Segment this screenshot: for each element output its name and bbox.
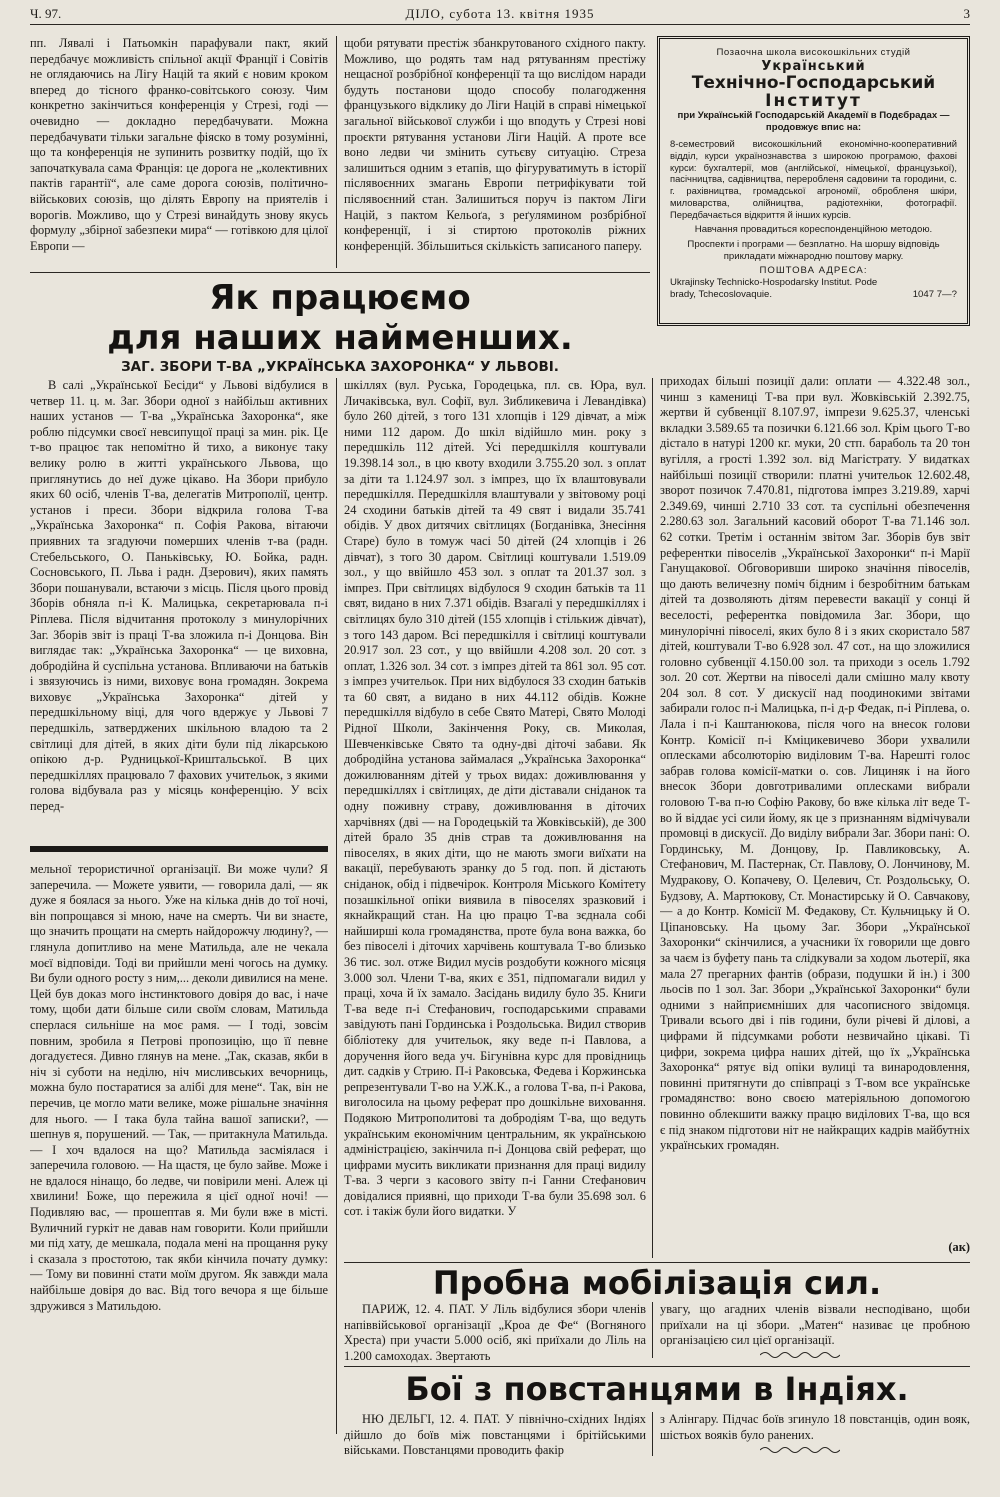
- article2-col-1-text: ПАРИЖ, 12. 4. ПАТ. У Ліль відбулися збори членів напіввійськової організації „Кроа де Фе“ (Вогняного Хреста) при участи 5.000 осіб, які приїхали до Ліль на 1.200 самоходах. Звертають: [344, 1302, 646, 1363]
- article-col-2: [344, 378, 646, 1258]
- ad-line-4: Інститут: [765, 91, 862, 111]
- institute-advertisement: [657, 36, 970, 326]
- article-headline-line-2: для наших найменших.: [107, 318, 573, 358]
- page-header: [30, 6, 970, 22]
- newspaper-title: ДІЛО, субота 13. квітня 1935: [405, 6, 595, 21]
- article2-col-1: [344, 1302, 646, 1364]
- article3-col-2-text: з Алінгару. Підчас боїв згинуло 18 повстанців, один вояк, шістьох вояків було ранених.: [660, 1412, 970, 1442]
- article-col-1-text: В салі „Української Бесіди“ у Львові відбулися в четвер 11. ц. м. Заг. Збори одної з найбільш активних наших установ — Т-ва „Українська Захоронка“, яке роблю підсумки своєї невсипущої праці за мин. рік. Це т-во працює так непомітно й тихо, а виконує таку велику ролю в житті українського Львова, що приглянутись до неї дуже цікаво. На Збори прибуло яких 60 осіб, членів Т-ва, делегатів Митрополії, центр. установ і преси. Збори відкрила голова Т-ва „Українська Захоронка“ п. Софія Ракова, вітаючи приявних та згадуючи померших членів т-ва (радн. Стебельського, О. Паньківську, Ю. Бойка, радн. Сосновського, П. Льва і радн. Дзерович), яких память Збори пошанували, встаючи з місць. Після цього провід Зборів обняла п-і К. Малицька, секретарювала п-і Ріплева. Після відчитання протоколу з минулорічних Заг. Зборів звіт із праці Т-ва зложила п-і Донцова. Він виглядає так: „Українська Захоронка“ — це виховна, добродійна й суспільна установа. Впливаючи на батьків і звязуючись із ними, виховує вона громадян. Зокрема виховує „Українська Захоронка“ дітей у передшкільному віці, для чого вдержує у Львові 7 передшкіль, затверджених шкільною владою та 2 світлиці для дітей, в яких діти були під лікарською опікою д-р. Рудницької-Криштальської. В цих передшкіллях працювало 7 фахових учительок, з якими голова відбувала раз у місяць конференцію. У всіх перед-: [30, 378, 328, 814]
- article-headline-line-1: Як працюємо: [209, 278, 471, 318]
- column-divider: [652, 378, 653, 1258]
- decorative-wave: [760, 1350, 840, 1360]
- ad-reference: 1047 7—?: [912, 288, 957, 300]
- ad-address-2-text: brady, Tchecoslovaquie.: [670, 288, 773, 300]
- column-divider: [336, 36, 337, 268]
- feuilleton-column: [30, 862, 328, 1468]
- column-divider: [652, 1412, 653, 1456]
- article3-col-1-text: НЮ ДЕЛЬГІ, 12. 4. ПАТ. У північно-східних Індіях дійшло до боїв між повстанцями і брітійськими військами. Повстанцями проводить факір: [344, 1412, 646, 1458]
- article2-headline: Пробна мобілізація сил.: [432, 1264, 882, 1302]
- column-divider: [336, 378, 337, 1434]
- section-rule: [30, 272, 650, 273]
- top-col-2: [344, 36, 646, 268]
- article-col-3: [660, 374, 970, 1252]
- article-col-1: [30, 378, 328, 830]
- ad-line-2: Український: [761, 59, 866, 74]
- section-rule: [344, 1366, 970, 1367]
- top-col-1-text: пп. Лявалі і Патьомкін парафували пакт, який передбачує можливість спільної акції Франції і Совітів не оглядаючись на Лігу Націй та який є новим кроком вперед до тісного франко-совітського союзу. Чим конкретно закінчиться конференція у Стрезі, годі — очевидно — докладно передбачувати. Можна передбачувати тільки загальне фіяско в тому розумінні, що та конференція не зупинить розвитку подій, що їх започаткувала сама Франція: це дорога не „колективних пактів гарантії“, але саме дорога союзів, політично-військових союзів, що ділять Европу на приятелів і ворогів. Можливо, що у Стрезі винайдуть знову якусь формулу „збірної забезпеки мира“ — готівкою для цілої Европи —: [30, 36, 328, 253]
- decorative-wave: [760, 1445, 840, 1455]
- ad-line-5: при Українській Господарській Академії в Подєбрадах — продовжує впис на:: [677, 110, 950, 133]
- top-col-2-text: щоби рятувати престіж збанкрутованого східного пакту. Можливо, що родять там над рятуванням престіжу нещасної розбрібної конференції та що вислідом наради будуть постанови щодо способу полагодження французького відклику до Ліги Націй в справі німецької загальної військової служби і що вподуть у Стрезі нові проєкти рятування установи Ліги Націй. А проте все воно ледви чи змінить сутьєву ситуацію. Стреза залишиться одним з етапів, що фігуруватимуть в історії післявоєнних змагань Европи петрифікувати той післявоєнний стан. Залишиться поруч із пактом Ліги Націй, з пактом Кельоґа, з реґулямином розбрібної конференції, і зі стиртою протоколів ріжних конференцій. Збільшиться скількість записаного паперу.: [344, 36, 646, 253]
- ad-address-2: [670, 289, 957, 301]
- ad-note: Навчання провадиться кореспонденційною методою.: [694, 223, 933, 235]
- top-col-1: [30, 36, 328, 268]
- ad-body: 8-семестровий високошкільний економічно-кооперативний відділ, курси українознавства з широкою програмою, фахові курси: бухгалтерії, мов (англійської, німецької, французької), пасічництва, садівництва, переробленя садовини та городини, с. г. рахівництва, громадської агрономії, обробленя шкіри, миловарства, олійництва, радіотехніки, фотографії. Передбачається відкриття й інших курсів.: [670, 138, 957, 220]
- article-col-2-text: шкіллях (вул. Руська, Городецька, пл. св. Юра, вул. Личаківська, вул. Софії, вул. Зибликевича і Левандівка) було 260 дітей, з того 131 хлопців і 129 дівчат, а між ними 112 даром. До шкіл відійшло мин. року з передшкіль 112 дітей. Усі передшкілля коштували 19.398.14 зол., в цю квоту входили 3.755.20 зол. з оплат за діти та 1.124.97 зол. з імпрез, що їх влаштовували передшкілля. Передшкілля влаштували у звітовому році 24 сходини батьків дітей та 49 свят і видали 35.741 обідів. У двох дитячих світлицях (Богданівка, Знесіння Старе) було в томуж часі 50 дітей (24 хлопців і 26 дівчат), з того 30 даром. Світлиці коштували 1.519.09 зол., у що ввійшло 453 зол. з оплат та 201.37 зол. з імпрез. При світлицях відбулося 9 сходин батьків та 11 свят, видано в них 7.371 обідів. Взагалі у передшкіллях і світлицях було 310 дітей (155 хлопців і стількиж дівчат), з того 143 даром. Всі передшкілля і світлиці коштували 20.917 зол. 23 сот., у що ввійшли 4.208 зол. 20 сот. з оплат, 1.326 зол. 34 сот. з імпрез дітей та 861 зол. 95 сот. з імпрез учительок. При них відбулося 33 сходин батьків та 60 свят, а видано в них 44.112 обідів. Кожне передшкілля відбуло в себе Свято Матері, Свято Молоді Рідної Школи, Закінчення Року, св. Миколая, Шевченківське Свято та одну-дві діточі забави. Як добродійна установа займалася „Українська Захоронка“ дожилюванням дітей у трьох видах: доживлювання у передшкіллях і світлицях, де діти діставали сніданок та одну поживну страву, доживлювання в діточих харчівнях (дві — на Городецькій та Жовківській), де 300 дітей брало 35 днів страв та доживлювання на півоселях, в яких діти, що не мають змоги виїхати на вакації, перебувають зранку до 5 год. поп. й дістають сніданок, обід і підвечірок. Контроля Міського Комітету позашкільної опіки виявила в півоселях зразковий і якнайкращий стан. На цю працю Т-ва зєднала собі найширші кола громадянства, проте була вона важка, бо без півоселі і діточих харчівень коштувала Т-во близько 36 тис. зол. отже Видил мусів роздобути кожного місяця 3.000 зол. Члени Т-ва, яких є 351, підпомагали видил у праці, хоча й їх замало. Засідань видилу було 35. Книги Т-ва веде п-і Стефанович, господарськими справами завідують пані Гординська і Роздольська. Видил створив бібліотеку для учительок, яку веде п-і Павлова, а доручення його веда уч. Бігунівна курс для провідниць дит. садків у Стрию. П-і Раковська, Федева і Коржинська репрезентували Т-во на У.Ж.К., а голова Т-ва, п-і Ракова, виголосила на цьому реферат про дошкільне виховання. Подякою Митрополитові та добродіям Т-ва, що ведуть українським економічним центральним, як українською адміністрацією, закінчила п-і Донцова свій реферат, що цифрами мусить викликати признання для праці видилу Т-ва. З черги з касового звіту п-і Ганни Стефанович довідалися приявні, що приходи Т-ва були 35.698 зол. 6 сот. і такіж були його видатки. У: [344, 378, 646, 1219]
- section-rule: [344, 1262, 970, 1263]
- ad-prospect: Проспекти і програми — безплатно. На шоршу відповідь прикладати міжнародню поштову марку.: [687, 238, 940, 262]
- article3-col-2: [660, 1412, 970, 1446]
- column-divider: [652, 1302, 653, 1358]
- page-number: 3: [963, 6, 970, 21]
- article-signoff: (ак): [948, 1240, 970, 1254]
- feuilleton-text: мельної терористичної організації. Ви може чули? Я заперечила. — Можете уявити, — говорила далі, — як дуже я боялася за нього. Уже на кілька днів до тої ночі, він попрощався зі мною, наче на смерть. Чи ви знаєте, що значить прощати на смерть найдорожчу людину?, — глянула допитливо на мене Матильда, але не чекала моєї відповіди. Тоді ви прийшли мені чогось на думку. Ви були одного росту з ним,... деколи дивилися на мене. Цей був доказ мого інстинктового довіря до вас, і наче тому, щоби дати більше сили своїм словам, Матильда сперлася сильніше на моє рамя. — І тоді, зовсім повним, зробила я Петрові пропозицію, що її певне догадуєтеся. Дивно глянув на мене. „Так, сказав, якби в ніч зі суботи на неділю, ніч мисливських вечорниць, можна було постаратися за алібі для мене“. Так, він не перечив, це могло мати велике, може рішальне значіння для нього. — І така була тайна вашої записки?, — шепнув я, порушений. — Так, — притакнула Матильда. — І хоч вдалося на що? Матильда засміялася і заперечила головою. — На щастя, це було зайве. Може і не вдалося нінащо, бо ледве, чи повірили мені. Алеж ці хвилини! Боже, що пережила я цієї одної ночі! — Подивляю вас, — прошептав я. Ми були вже в місті. Вуличний гуркіт не давав нам говорити. Коли прийшли ми під хату, де мешкала, подала мені на прощання руку і сказала з простотою, так якби кінчила почату думку: — Тому ви повинні стати моїм другом. Як завжди мала найбільше довіря до вас. Від того вечора я ще більше здружився з Матильдою.: [30, 862, 328, 1313]
- article-col-3-text: приходах більші позиції дали: оплати — 4.322.48 зол., чинш з камениці Т-ва при вул. Жовківській 2.392.75, жертви й субвенції 8.107.97, імпрези 9.625.37, членські вкладки 3.589.65 та позички 6.121.66 зол. Крім цього Т-во дістало в натурі 1200 кг. муки, 20 стп. бараболь та 20 тон вугілля, а грості 1.392 зол. від Магістрату. У видатках найбільші позиції створили: платні учительок 12.602.48, зворот позичок 7.470.81, підготова імпрез 3.219.89, харчі 2.349.69, чинші 2.710 33 сот. та суспільні обезпечення 2.280.63 зол. Загальний касовий оборот Т-ва 71.146 зол. 62 сотки. Третім і останнім звітом Заг. Зборів був звіт референтки півоселів „Української Захоронки“ п-і Марії Ганущакової. Обговоривши широко значіння півоселів, що дають величезну поміч бідним і безробітним батькам дітей та дозволяють дітям перевести вакації у сонці й веселості, референтка повідомила Заг. Збори, що минулорічні півоселі, яких було 8 і з яких скористало 587 дітей, коштували Т-во 6.928 зол. 47 сот., на що зложилися головно субвенції 4.150.00 зол. та приходи з осель 1.792 зол. 20 сот. Жертви на півоселі дали смішно малу квоту 204 зол. 8 сот. У дискусії над поодинокими звітами забирали голос п-і Малицька, п-і д-р Федак, п-і Ріплева, о. Лала і п-і Каштанюкова, після чого на внесок голови Контр. Комісії п-і Кміцикевичево Збори ухвалили оплесками абсолюторію виділовим Т-ва. Нарешті голос забрав голова комісії-матки о. сов. Лициняк і на його внесок Збори довготривалими оплесками вибрали головою Т-ва п-ю Софію Ракову, бо вже кілька літ веде Т-во й віддає усі сили йому, як це з признанням відмічували промовці в дискусії. До виділу вибрали Заг. Збори пані: О. Гординську, М. Донцову, Ір. Павликовську, А. Стефанович, М. Пастернак, Ст. Павлову, О. Лончинову, М. Мудракову, О. Копачеву, О. Целевич, Ст. Роздольську, О. Будзову, А. Мартюкову, Ст. Монастирську й О. Савчакову, — а до Контр. Комісії М. Федакову, Ст. Кульчицьку й О. Ціпановську. На цьому Заг. Збори „Української Захоронки“ скінчилися, а учасники їх говорили ще довго за чаєм із буфету пань та слідкували за ходом льотерії, яка мала 27 прегарних фантів (образи, подушки й ін.) і 300 льосів по 1 зол. Заг. Збори „Української Захоронки“ були одними з найприємніших для часописного звідомця. Тривали всього дві і пів години, були річеві й ділові, а цифрами й підсумками роботи незвичайно цікаві. Ті цифри, зокрема цифра наших дітей, що їх „Українська Захоронка“ рятує від опіки вулиці та винародовлення, повинні притягнути до співпраці з Т-вом все українське громадянство: воно своєю матеріяльною допомогою повинно облекшити важку працю виділових Т-ва, що вся є під знаком підготови ніт не найкращих кадрів майбутніх українських громадян.: [660, 374, 970, 1153]
- article-subheadline: ЗАГ. ЗБОРИ Т-ВА „УКРАЇНСЬКА ЗАХОРОНКА“ У ЛЬВОВІ.: [121, 359, 559, 375]
- feuilleton-divider: [30, 846, 328, 852]
- ad-line-3: Технічно-Господарський: [691, 73, 936, 93]
- ad-line-1: Позаочна школа високошкільних студій: [716, 47, 911, 58]
- article3-col-1: [344, 1412, 646, 1462]
- ad-address-title: ПОШТОВА АДРЕСА:: [759, 264, 868, 276]
- article2-col-2-text: увагу, що агадних членів візвали несподівано, щоби приїхали на ці збори. „Матен“ називає це пробною організацією сил цієї організації.: [660, 1302, 970, 1348]
- ad-address-1: Ukrajinsky Technicko-Hospodarsky Institut. Pode: [670, 276, 878, 288]
- article3-headline: Бої з повстанцями в Індіях.: [405, 1370, 909, 1408]
- issue-number: Ч. 97.: [30, 6, 62, 21]
- article2-col-2: [660, 1302, 970, 1352]
- header-rule: [30, 24, 970, 25]
